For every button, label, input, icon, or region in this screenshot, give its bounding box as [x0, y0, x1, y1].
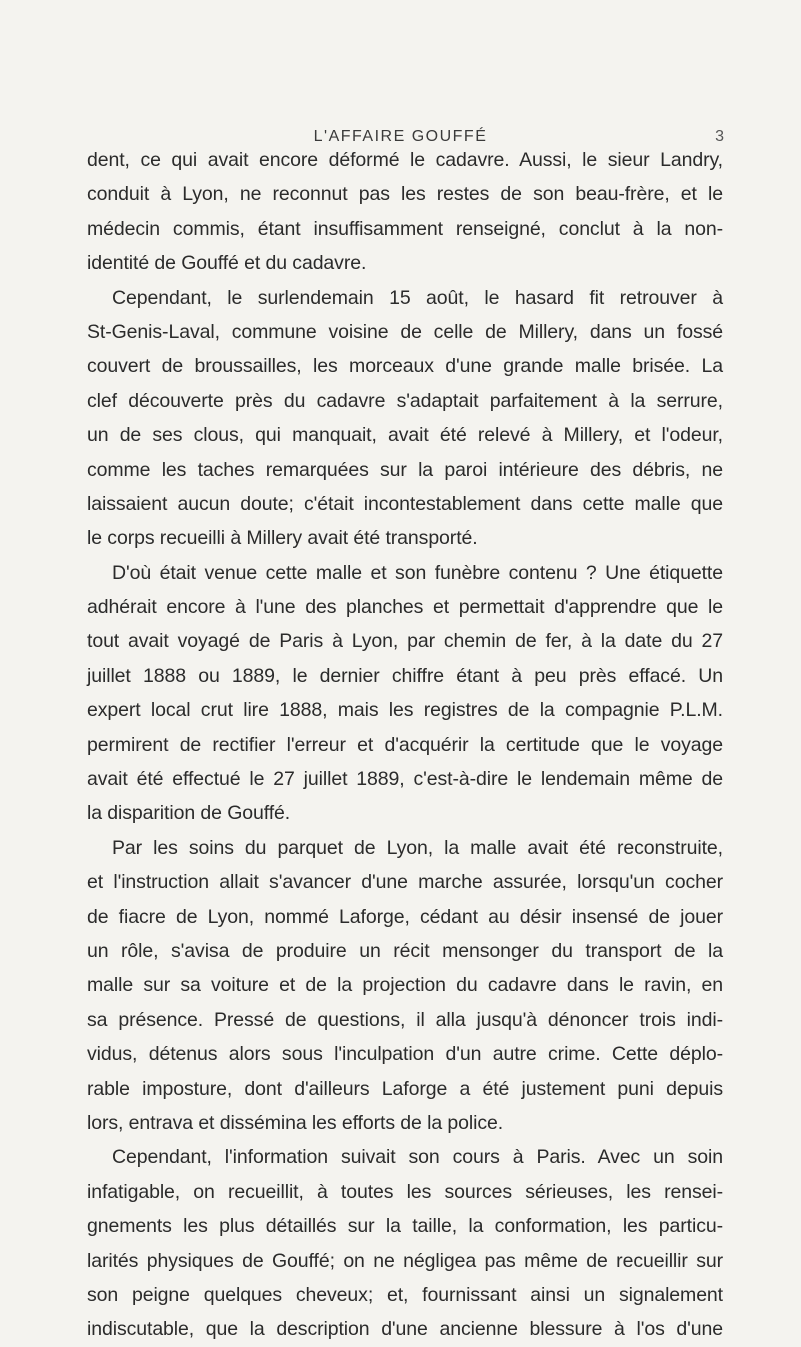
text-line: malle sur sa voiture et de la projection du cadavre dans le ravin, en — [87, 974, 723, 997]
text-line: vidus, détenus alors sous l'inculpation d'un autre crime. Cette déplo- — [87, 1043, 723, 1066]
text-line: lors, entrava et dissémina les efforts de la police. — [87, 1111, 504, 1134]
text-line: un de ses clous, qui manquait, avait été relevé à Millery, et l'odeur, — [87, 424, 723, 447]
text-line: juillet 1888 ou 1889, le dernier chiffre étant à peu près effacé. Un — [87, 664, 723, 687]
text-line: conduit à Lyon, ne reconnut pas les restes de son beau-frère, et le — [87, 183, 723, 206]
text-line: couvert de broussailles, les morceaux d'une grande malle brisée. La — [87, 355, 723, 378]
text-line: la disparition de Gouffé. — [87, 802, 291, 825]
text-line: Cependant, le surlendemain 15 août, le hasard fit retrouver à — [112, 286, 723, 309]
text-line: indiscutable, que la description d'une ancienne blessure à l'os d'une — [87, 1318, 723, 1341]
text-line: infatigable, on recueillit, à toutes les sources sérieuses, les rensei- — [87, 1180, 723, 1203]
running-title: L'AFFAIRE GOUFFÉ — [313, 128, 488, 145]
text-line: identité de Gouffé et du cadavre. — [87, 252, 367, 275]
text-line: tout avait voyagé de Paris à Lyon, par chemin de fer, à la date du 27 — [87, 630, 723, 653]
text-line: D'où était venue cette malle et son funèbre contenu ? Une étiquette — [112, 561, 723, 584]
text-line: son peigne quelques cheveux; et, fournissant ainsi un signalement — [87, 1283, 723, 1306]
text-line: dent, ce qui avait encore déformé le cadavre. Aussi, le sieur Landry, — [87, 149, 723, 171]
text-line: gnements les plus détaillés sur la taille, la conformation, les particu- — [87, 1215, 723, 1238]
text-line: comme les taches remarquées sur la paroi intérieure des débris, ne — [87, 458, 723, 481]
text-line: Cependant, l'information suivait son cours à Paris. Avec un soin — [112, 1146, 723, 1169]
text-line: St-Genis-Laval, commune voisine de celle de Millery, dans un fossé — [87, 320, 723, 343]
text-line: clef découverte près du cadavre s'adaptait parfaitement à la serrure, — [87, 389, 723, 412]
text-line: sa présence. Pressé de questions, il alla jusqu'à dénoncer trois indi- — [87, 1008, 723, 1031]
text-line: le corps recueilli à Millery avait été transporté. — [87, 527, 478, 550]
text-line: expert local crut lire 1888, mais les registres de la compagnie P.L.M. — [87, 699, 723, 722]
text-line: larités physiques de Gouffé; on ne négligea pas même de recueillir sur — [87, 1249, 723, 1272]
text-line: laissaient aucun doute; c'était incontestablement dans cette malle que — [87, 492, 723, 515]
text-line: rable imposture, dont d'ailleurs Laforge a été justement puni depuis — [87, 1077, 723, 1100]
text-line: de fiacre de Lyon, nommé Laforge, cédant au désir insensé de jouer — [87, 905, 723, 928]
page-number: 3 — [715, 128, 724, 145]
text-line: médecin commis, étant insuffisamment renseigné, conclut à la non- — [87, 217, 723, 240]
text-line: avait été effectué le 27 juillet 1889, c'est-à-dire le lendemain même de — [87, 768, 723, 791]
text-line: permirent de rectifier l'erreur et d'acquérir la certitude que le voyage — [87, 733, 723, 756]
text-line: un rôle, s'avisa de produire un récit mensonger du transport de la — [87, 939, 723, 962]
text-line: adhérait encore à l'une des planches et permettait d'apprendre que le — [87, 596, 723, 619]
text-line: Par les soins du parquet de Lyon, la malle avait été reconstruite, — [112, 836, 723, 859]
body-text — [87, 143, 723, 1347]
text-line: et l'instruction allait s'avancer d'une marche assurée, lorsqu'un cocher — [87, 871, 723, 894]
